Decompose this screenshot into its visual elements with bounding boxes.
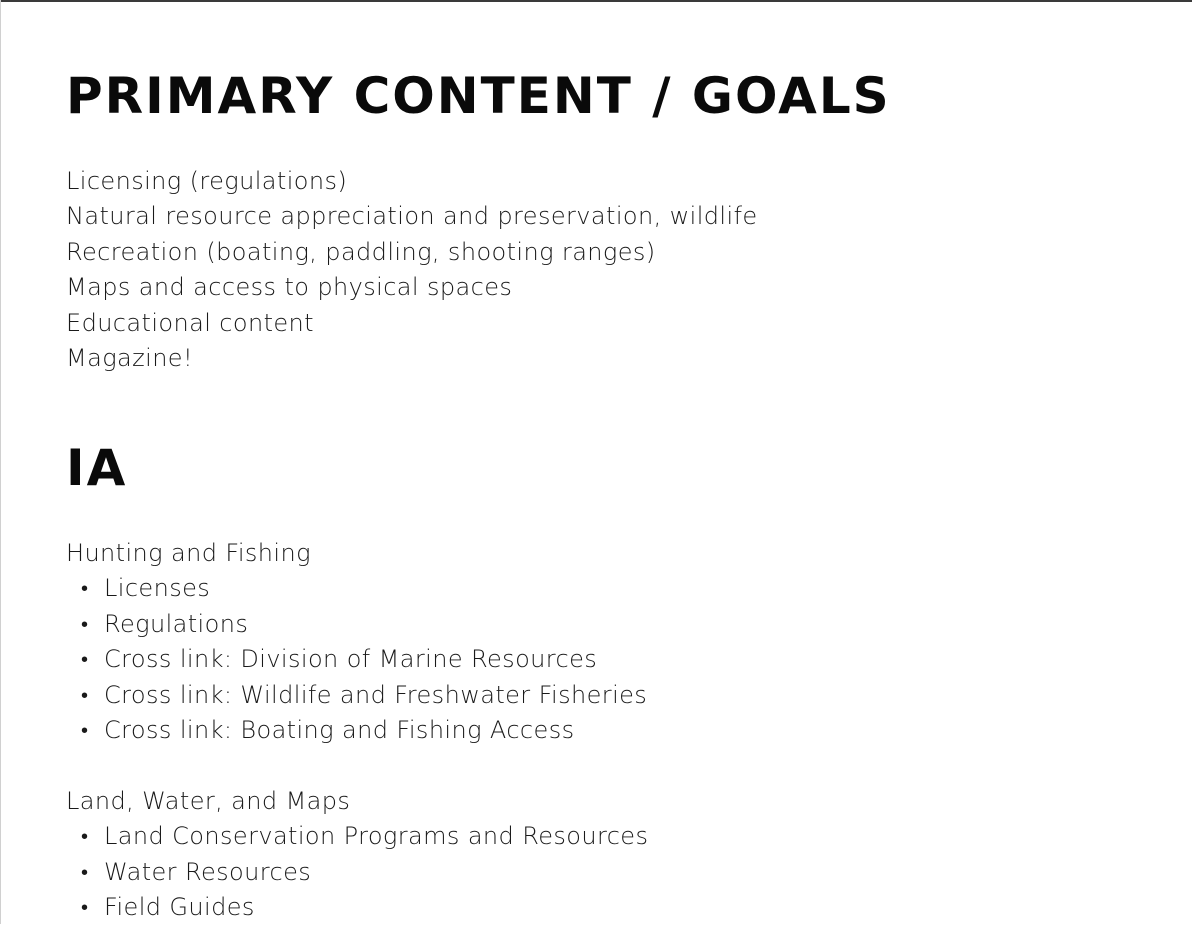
ia-list-item xyxy=(66,819,648,854)
bullet-icon: • xyxy=(81,611,89,636)
ia-list-item-label: Cross link: Division of Marine Resources xyxy=(104,645,598,674)
ia-list-item xyxy=(66,571,647,606)
ia-list-item-label: Water Resources xyxy=(104,857,312,886)
ia-list-item xyxy=(66,890,648,925)
goals-list xyxy=(66,164,758,376)
goals-heading: PRIMARY CONTENT / GOALS xyxy=(66,67,891,125)
ia-list-item-label: Cross link: Wildlife and Freshwater Fisheries xyxy=(104,680,648,709)
ia-list-item-label: Land Conservation Programs and Resources xyxy=(104,822,649,851)
goal-item: Licensing (regulations) xyxy=(66,167,348,195)
bullet-icon: • xyxy=(81,576,89,601)
goal-item: Maps and access to physical spaces xyxy=(66,273,513,302)
goal-item: Educational content xyxy=(66,308,314,337)
goal-item: Natural resource appreciation and preservation, wildlife xyxy=(66,202,758,231)
ia-section-title: Hunting and Fishing xyxy=(66,539,311,567)
ia-list-item xyxy=(66,855,648,890)
top-border xyxy=(0,0,1192,2)
goal-item: Recreation (boating, paddling, shooting ranges) xyxy=(66,237,656,266)
ia-list-item xyxy=(66,678,647,713)
ia-list-item xyxy=(66,607,647,642)
ia-list-item-label: Licenses xyxy=(104,574,211,603)
ia-list-item xyxy=(66,713,647,748)
bullet-icon: • xyxy=(81,718,89,743)
bullet-icon: • xyxy=(81,682,89,707)
ia-list-item xyxy=(66,642,647,677)
ia-list-item-label: Regulations xyxy=(104,609,249,638)
bullet-icon: • xyxy=(81,895,89,920)
left-border xyxy=(0,0,1,924)
ia-section-title: Land, Water, and Maps xyxy=(66,787,351,815)
ia-list-item-label: Cross link: Boating and Fishing Access xyxy=(104,716,575,745)
ia-section-land-water-maps xyxy=(66,784,648,926)
goal-item: Magazine! xyxy=(66,344,193,373)
ia-list-item-label: Field Guides xyxy=(104,893,255,922)
bullet-icon: • xyxy=(81,647,89,672)
ia-section-hunting-fishing xyxy=(66,536,647,748)
ia-heading: IA xyxy=(66,439,128,497)
bullet-icon: • xyxy=(81,859,89,884)
bullet-icon: • xyxy=(81,824,89,849)
